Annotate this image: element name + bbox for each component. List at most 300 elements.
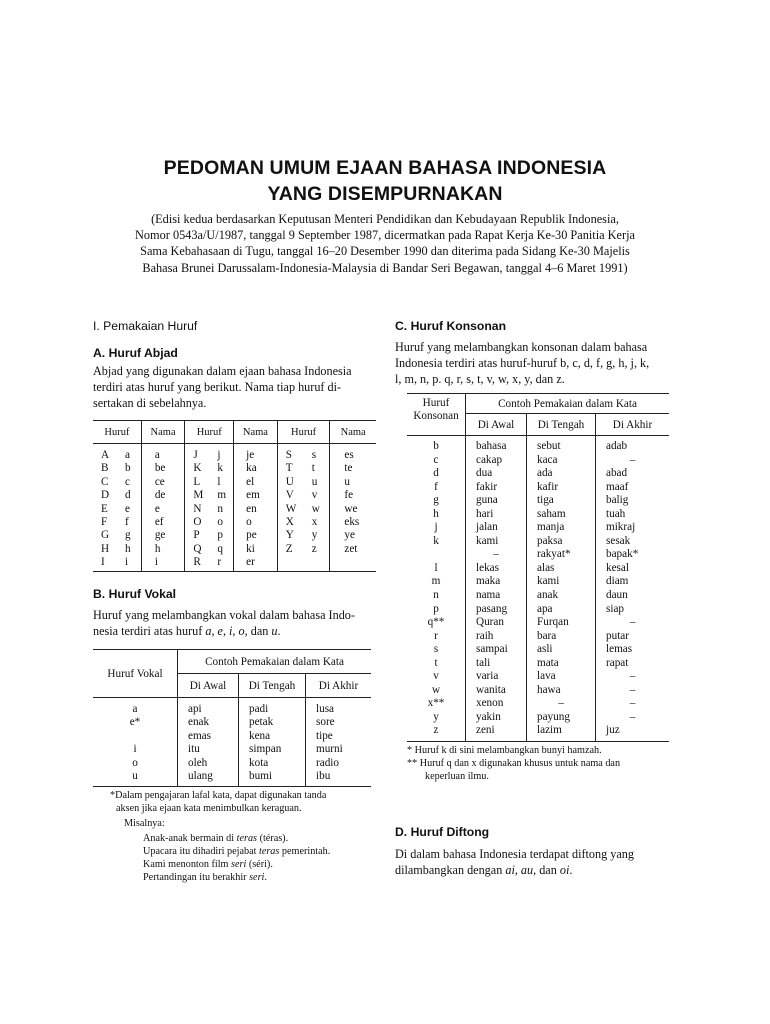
konsonan-cell-awal: lekas xyxy=(466,562,527,576)
abjad-col-nama-1: Nama xyxy=(141,421,185,444)
abjad-upper-cell: B xyxy=(101,462,109,475)
vokal-cell-awal: oleh xyxy=(178,757,239,770)
vokal-col-awal: Di Awal xyxy=(178,674,239,698)
abjad-upper-cell: W xyxy=(285,502,297,515)
vokal-cell-akhir: sore xyxy=(306,716,372,729)
abjad-lower-cell: c xyxy=(125,475,130,488)
abjad-lower-cell: r xyxy=(217,556,222,569)
abjad-lower-cell: m xyxy=(217,489,227,502)
abjad-names-cell: es xyxy=(344,449,354,461)
ex3-pre: Kami menonton film xyxy=(143,859,231,871)
section-heading: I. Pemakaian Huruf xyxy=(93,319,198,333)
abjad-heading xyxy=(93,346,178,360)
abjad-lower-cell: q xyxy=(217,542,223,555)
konsonan-cell-tengah: kaca xyxy=(527,454,596,468)
abjad-upper-2 xyxy=(193,449,207,570)
konsonan-cell-letter: w xyxy=(431,683,441,696)
abjad-lower-cell: l xyxy=(217,475,221,488)
diftong-para-line-2 xyxy=(395,862,685,878)
konsonan-para-line-2: Indonesia terdiri atas huruf-huruf b, c, d, f, g, h, j, k, xyxy=(395,356,650,370)
abjad-upper-cell: I xyxy=(101,556,105,569)
subtitle-line-2: Nomor 0543a/U/1987, tanggal 9 September 1987, dicermatkan pada Rapat Kerja Ke-30 Panitia Kerja xyxy=(135,228,635,243)
table-row xyxy=(407,508,669,522)
abjad-names-cell: u xyxy=(344,475,350,488)
abjad-col-huruf-3: Huruf xyxy=(277,421,330,444)
konsonan-cell-awal: bahasa xyxy=(466,436,527,454)
abjad-table xyxy=(93,420,376,572)
vokal-table xyxy=(93,649,371,787)
table-row xyxy=(407,630,669,644)
konsonan-cell-letter: v xyxy=(433,670,439,683)
subtitle-line-4: Bahasa Brunei Darussalam-Indonesia-Malaysia di Bandar Seri Begawan, tanggal 4–6 Maret 1991) xyxy=(142,260,628,275)
table-row xyxy=(407,535,669,549)
konsonan-body xyxy=(407,436,669,742)
abjad-lower-3 xyxy=(312,449,326,556)
konsonan-cell-tengah: – xyxy=(527,697,596,711)
abjad-upper-cell: K xyxy=(193,462,202,475)
konsonan-cell-akhir: balig xyxy=(596,494,670,508)
konsonan-cell-akhir: – xyxy=(596,697,670,711)
konsonan-cell-letter: c xyxy=(433,453,439,466)
abjad-names-cell: ka xyxy=(246,462,257,475)
title-line-1: PEDOMAN UMUM EJAAN BAHASA INDONESIA xyxy=(163,157,607,179)
vokal-cell-tengah: petak xyxy=(239,716,306,729)
abjad-upper-cell: G xyxy=(101,529,110,542)
table-row xyxy=(407,670,669,684)
diftong-dan: dan xyxy=(536,863,560,877)
abjad-col-nama-2: Nama xyxy=(234,421,278,444)
konsonan-cell-letter: g xyxy=(433,494,439,507)
vokal-note-line-2: aksen jika ejaan kata menimbulkan keraguan. xyxy=(116,803,302,815)
table-row xyxy=(407,481,669,495)
abjad-upper-cell: U xyxy=(285,475,294,488)
konsonan-cell-awal: maka xyxy=(466,575,527,589)
konsonan-cell-tengah: ada xyxy=(527,467,596,481)
abjad-lower-cell: b xyxy=(125,462,131,475)
konsonan-cell-letter: z xyxy=(433,724,439,737)
abjad-lower-cell: z xyxy=(311,542,317,555)
abjad-upper-cell: D xyxy=(101,489,110,502)
vokal-cell-awal: emas xyxy=(178,730,239,743)
konsonan-cell-tengah: payung xyxy=(527,711,596,725)
ex3-post: (séri). xyxy=(246,859,273,871)
konsonan-cell-letter: b xyxy=(433,440,439,452)
vokal-cell-akhir: ibu xyxy=(306,770,372,787)
konsonan-cell-awal: dua xyxy=(466,467,527,481)
vokal-para-line-1: Huruf yang melambangkan vokal dalam bahasa Indo- xyxy=(93,608,355,622)
vokal-col-huruf: Huruf Vokal xyxy=(93,650,178,698)
vokal-cell-awal: itu xyxy=(178,743,239,756)
abjad-names-cell: em xyxy=(246,489,260,502)
abjad-names-cell: ki xyxy=(246,542,255,555)
abjad-names-cell: je xyxy=(246,449,255,461)
konsonan-cell-letter: q** xyxy=(427,616,445,629)
abjad-upper-cell: R xyxy=(193,556,201,569)
konsonan-col-tengah: Di Tengah xyxy=(527,414,596,436)
konsonan-cell-letter: x** xyxy=(427,697,445,710)
konsonan-cell-akhir: maaf xyxy=(596,481,670,495)
vokal-cell-awal: api xyxy=(178,698,239,717)
diftong-para-text: dilambangkan dengan xyxy=(395,863,506,877)
abjad-names-cell: ye xyxy=(344,529,355,542)
abjad-lower-2 xyxy=(217,449,231,570)
konsonan-cell-awal: tali xyxy=(466,657,527,671)
konsonan-cell-awal: raih xyxy=(466,630,527,644)
konsonan-note-line-3: keperluan ilmu. xyxy=(425,771,489,783)
konsonan-cell-letter: y xyxy=(433,710,439,723)
page-subtitle xyxy=(112,211,658,276)
vokal-cell-tengah: padi xyxy=(239,698,306,717)
vokal-para-line-2 xyxy=(93,623,383,639)
abjad-names-cell: fe xyxy=(344,489,354,502)
abjad-lower-cell: e xyxy=(125,502,130,515)
konsonan-cell-awal: guna xyxy=(466,494,527,508)
konsonan-cell-akhir: daun xyxy=(596,589,670,603)
abjad-upper-1 xyxy=(101,449,115,570)
konsonan-cell-akhir: siap xyxy=(596,603,670,617)
table-row xyxy=(407,603,669,617)
konsonan-cell-awal: cakap xyxy=(466,454,527,468)
vokal-example-3 xyxy=(110,858,380,871)
ex4-pre: Pertandingan itu berakhir xyxy=(143,872,250,884)
abjad-para-line-1: Abjad yang digunakan dalam ejaan bahasa Indonesia xyxy=(93,364,352,378)
abjad-col-huruf-2: Huruf xyxy=(185,421,234,444)
konsonan-col-akhir: Di Akhir xyxy=(596,414,670,436)
abjad-lower-cell: d xyxy=(125,489,131,502)
abjad-upper-3 xyxy=(286,449,300,556)
konsonan-cell-awal: hari xyxy=(466,508,527,522)
konsonan-cell-awal: pasang xyxy=(466,603,527,617)
abjad-lower-cell: v xyxy=(311,489,318,502)
abjad-names-cell: de xyxy=(154,489,166,502)
ex2-it: teras xyxy=(258,845,280,857)
konsonan-cell-letter: r xyxy=(434,629,438,642)
table-row xyxy=(93,757,371,770)
konsonan-cell-akhir: diam xyxy=(596,575,670,589)
vokal-cell-letter: e* xyxy=(129,716,141,729)
konsonan-cell-akhir: – xyxy=(596,454,670,468)
table-row xyxy=(93,698,371,717)
konsonan-para-line-1: Huruf yang melambangkan konsonan dalam bahasa xyxy=(395,340,648,354)
konsonan-cell-awal: – xyxy=(466,548,527,562)
konsonan-heading: C. Huruf Konsonan xyxy=(395,319,507,333)
vokal-cell-letter: i xyxy=(133,743,137,756)
konsonan-cell-awal: fakir xyxy=(466,481,527,495)
konsonan-cell-letter: f xyxy=(434,480,438,493)
ex2-post: pemerintah. xyxy=(279,845,331,857)
table-row xyxy=(407,589,669,603)
konsonan-cell-awal: nama xyxy=(466,589,527,603)
konsonan-col-huruf-2: Konsonan xyxy=(413,410,459,422)
konsonan-col-awal: Di Awal xyxy=(466,414,527,436)
konsonan-cell-tengah: mata xyxy=(527,657,596,671)
konsonan-cell-tengah: kami xyxy=(527,575,596,589)
abjad-letters-2 xyxy=(185,444,234,572)
vokal-heading: B. Huruf Vokal xyxy=(93,587,177,601)
vokal-cell-tengah: simpan xyxy=(239,743,306,756)
abjad-upper-cell: H xyxy=(101,542,110,555)
table-row xyxy=(407,494,669,508)
abjad-letters-1 xyxy=(93,444,141,572)
abjad-names-cell: e xyxy=(154,502,160,515)
abjad-lower-cell: h xyxy=(125,542,131,555)
table-row xyxy=(93,716,371,729)
konsonan-cell-akhir: mikraj xyxy=(596,521,670,535)
abjad-lower-cell: i xyxy=(125,556,129,569)
vokal-example-1 xyxy=(110,832,380,845)
abjad-lower-cell: f xyxy=(125,515,129,528)
diftong-paragraph xyxy=(395,846,685,878)
abjad-letters-3 xyxy=(277,444,330,572)
vokal-cell-letter: u xyxy=(132,770,138,783)
table-row xyxy=(93,730,371,743)
ex1-it: teras xyxy=(236,832,258,844)
konsonan-cell-tengah: alas xyxy=(527,562,596,576)
konsonan-cell-akhir: – xyxy=(596,616,670,630)
konsonan-cell-akhir: kesal xyxy=(596,562,670,576)
konsonan-cell-akhir: tuah xyxy=(596,508,670,522)
konsonan-cell-letter: n xyxy=(433,589,439,602)
abjad-upper-cell: E xyxy=(101,502,108,515)
diftong-end: . xyxy=(569,863,573,877)
abjad-upper-cell: F xyxy=(101,515,108,528)
abjad-heading-text: A. Huruf Abjad xyxy=(93,346,178,360)
vokal-col-akhir: Di Akhir xyxy=(306,674,372,698)
abjad-upper-cell: L xyxy=(193,475,201,488)
konsonan-cell-letter: k xyxy=(433,534,439,547)
vokal-cell-tengah: kota xyxy=(239,757,306,770)
abjad-names-cell: ge xyxy=(154,529,166,542)
vokal-para-text: nesia terdiri atas huruf xyxy=(93,624,206,638)
vokal-letter-u: u xyxy=(271,624,278,638)
vokal-example-4 xyxy=(110,871,380,884)
abjad-names-2 xyxy=(234,444,278,572)
konsonan-cell-awal: zeni xyxy=(466,724,527,741)
abjad-lower-cell: p xyxy=(217,529,223,542)
ex4-post: . xyxy=(264,872,267,884)
ex2-pre: Upacara itu dihadiri pejabat xyxy=(143,845,259,857)
vokal-col-group: Contoh Pemakaian dalam Kata xyxy=(178,650,372,674)
konsonan-cell-awal: kami xyxy=(466,535,527,549)
table-row xyxy=(407,657,669,671)
abjad-upper-cell: V xyxy=(285,489,294,502)
konsonan-cell-akhir: putar xyxy=(596,630,670,644)
abjad-upper-cell: J xyxy=(193,449,198,461)
vokal-misal: Misalnya: xyxy=(124,818,165,830)
abjad-names-cell: er xyxy=(246,556,255,569)
table-row xyxy=(407,548,669,562)
konsonan-cell-akhir: – xyxy=(596,684,670,698)
konsonan-cell-tengah: lazim xyxy=(527,724,596,741)
konsonan-table xyxy=(407,393,669,742)
vokal-cell-letter: o xyxy=(132,756,138,769)
ex3-it: seri xyxy=(231,859,247,871)
abjad-upper-cell: C xyxy=(101,475,109,488)
abjad-lower-cell: s xyxy=(311,449,317,461)
konsonan-paragraph xyxy=(395,339,685,387)
vokal-note-line-1: *Dalam pengajaran lafal kata, dapat digunakan tanda xyxy=(110,790,327,801)
table-row xyxy=(407,436,669,454)
abjad-upper-cell: X xyxy=(285,515,294,528)
konsonan-cell-letter: l xyxy=(434,561,438,574)
vokal-col-tengah: Di Tengah xyxy=(239,674,306,698)
table-row xyxy=(93,770,371,787)
abjad-upper-cell: S xyxy=(285,449,292,461)
vokal-cell-awal: enak xyxy=(178,716,239,729)
diftong-para-line-1: Di dalam bahasa Indonesia terdapat diftong yang xyxy=(395,847,634,861)
abjad-names-list-2 xyxy=(246,449,277,570)
konsonan-cell-tengah: rakyat* xyxy=(527,548,596,562)
diftong-heading: D. Huruf Diftong xyxy=(395,825,490,839)
abjad-upper-cell: A xyxy=(101,449,110,461)
abjad-names-cell: a xyxy=(154,449,160,461)
vokal-body xyxy=(93,698,371,787)
vokal-cell-tengah: bumi xyxy=(239,770,306,787)
konsonan-cell-tengah: asli xyxy=(527,643,596,657)
table-row xyxy=(407,467,669,481)
abjad-names-cell: eks xyxy=(344,515,360,528)
diftong-oi: oi xyxy=(559,863,570,877)
abjad-names-cell: te xyxy=(344,462,353,475)
subtitle-line-1: (Edisi kedua berdasarkan Keputusan Menteri Pendidikan dan Kebudayaan Republik Indonesia, xyxy=(151,212,619,226)
abjad-names-cell: be xyxy=(154,462,166,475)
vokal-cell-akhir: radio xyxy=(306,757,372,770)
konsonan-cell-tengah: paksa xyxy=(527,535,596,549)
konsonan-cell-tengah: apa xyxy=(527,603,596,617)
table-row xyxy=(407,521,669,535)
ex1-post: (téras). xyxy=(257,832,289,844)
abjad-upper-cell: M xyxy=(193,489,204,502)
konsonan-cell-akhir: sesak xyxy=(596,535,670,549)
konsonan-cell-akhir: adab xyxy=(596,436,670,454)
abjad-lower-cell: x xyxy=(311,515,318,528)
abjad-names-list-1 xyxy=(155,449,185,570)
vokal-cell-akhir: tipe xyxy=(306,730,372,743)
vokal-cell-tengah: kena xyxy=(239,730,306,743)
abjad-upper-cell: P xyxy=(193,529,200,542)
abjad-lower-1 xyxy=(125,449,139,570)
konsonan-cell-tengah: sebut xyxy=(527,436,596,454)
konsonan-cell-letter: p xyxy=(433,602,439,615)
konsonan-cell-tengah: Furqan xyxy=(527,616,596,630)
konsonan-para-line-3: l, m, n, p. q, r, s, t, v, w, x, y, dan z. xyxy=(395,372,565,386)
diftong-ai-au: ai, au, xyxy=(505,863,537,877)
konsonan-cell-akhir: juz xyxy=(596,724,670,741)
konsonan-cell-tengah: tiga xyxy=(527,494,596,508)
konsonan-cell-letter: j xyxy=(434,521,438,534)
vokal-para-end: . xyxy=(277,624,281,638)
abjad-lower-cell: y xyxy=(311,529,318,542)
konsonan-col-huruf xyxy=(407,394,466,436)
konsonan-cell-akhir: lemas xyxy=(596,643,670,657)
abjad-lower-cell: o xyxy=(217,515,223,528)
abjad-paragraph xyxy=(93,363,378,411)
abjad-para-line-2: terdiri atas huruf yang berikut. Nama tiap huruf di- xyxy=(93,380,342,394)
table-row xyxy=(407,454,669,468)
konsonan-cell-awal: Quran xyxy=(466,616,527,630)
abjad-upper-cell: Q xyxy=(193,542,202,555)
konsonan-col-group: Contoh Pemakaian dalam Kata xyxy=(466,394,670,414)
konsonan-cell-tengah: kafir xyxy=(527,481,596,495)
konsonan-cell-tengah: bara xyxy=(527,630,596,644)
abjad-lower-cell: w xyxy=(311,502,320,515)
abjad-names-cell: ce xyxy=(154,475,165,488)
konsonan-footnote xyxy=(407,744,677,784)
vokal-cell-akhir: murni xyxy=(306,743,372,756)
abjad-names-cell: h xyxy=(154,542,161,555)
konsonan-cell-akhir: bapak* xyxy=(596,548,670,562)
abjad-names-cell: o xyxy=(246,515,252,528)
abjad-names-cell: i xyxy=(154,556,158,569)
abjad-names-3 xyxy=(330,444,376,572)
konsonan-cell-awal: yakin xyxy=(466,711,527,725)
table-row xyxy=(407,562,669,576)
abjad-lower-cell: j xyxy=(217,449,221,461)
vokal-paragraph xyxy=(93,607,383,639)
table-row xyxy=(407,697,669,711)
vokal-cell-letter xyxy=(93,730,178,743)
abjad-lower-cell: a xyxy=(125,449,130,461)
konsonan-cell-tengah: anak xyxy=(527,589,596,603)
abjad-col-huruf-1: Huruf xyxy=(93,421,141,444)
konsonan-cell-tengah: saham xyxy=(527,508,596,522)
konsonan-cell-awal: xenon xyxy=(466,697,527,711)
konsonan-cell-awal: varia xyxy=(466,670,527,684)
konsonan-cell-letter xyxy=(407,548,466,562)
page-title xyxy=(0,155,770,207)
vokal-example-2 xyxy=(110,845,380,858)
abjad-lower-cell: k xyxy=(217,462,223,475)
table-row xyxy=(407,684,669,698)
abjad-names-1 xyxy=(141,444,185,572)
abjad-upper-cell: N xyxy=(193,502,202,515)
konsonan-cell-letter: d xyxy=(433,467,439,480)
table-row xyxy=(407,616,669,630)
abjad-names-list-3 xyxy=(344,449,376,556)
abjad-lower-cell: t xyxy=(311,462,315,475)
vokal-cell-letter: a xyxy=(132,703,138,715)
ex1-pre: Anak-anak bermain di xyxy=(143,832,237,844)
abjad-names-cell: en xyxy=(246,502,257,515)
abjad-lower-cell: g xyxy=(125,529,131,542)
konsonan-cell-awal: jalan xyxy=(466,521,527,535)
konsonan-cell-letter: m xyxy=(431,575,441,588)
abjad-col-nama-3: Nama xyxy=(330,421,376,444)
konsonan-cell-awal: sampai xyxy=(466,643,527,657)
title-line-2: YANG DISEMPURNAKAN xyxy=(267,183,503,205)
konsonan-cell-letter: t xyxy=(434,656,438,669)
konsonan-cell-akhir: rapat xyxy=(596,657,670,671)
vokal-para-dan: dan xyxy=(247,624,272,638)
konsonan-col-huruf-1: Huruf xyxy=(422,397,450,409)
table-row xyxy=(407,724,669,741)
konsonan-cell-akhir: abad xyxy=(596,467,670,481)
abjad-names-cell: we xyxy=(344,502,358,515)
table-row xyxy=(407,575,669,589)
konsonan-cell-tengah: hawa xyxy=(527,684,596,698)
abjad-names-cell: pe xyxy=(246,529,257,542)
konsonan-cell-tengah: manja xyxy=(527,521,596,535)
vokal-cell-awal: ulang xyxy=(178,770,239,787)
ex4-it: seri xyxy=(249,872,265,884)
table-row xyxy=(407,711,669,725)
konsonan-cell-tengah: lava xyxy=(527,670,596,684)
vokal-letters: a, e, i, o, xyxy=(205,624,248,638)
abjad-upper-cell: T xyxy=(285,462,293,475)
konsonan-note-line-1: * Huruf k di sini melambangkan bunyi hamzah. xyxy=(407,745,602,756)
konsonan-cell-letter: h xyxy=(433,507,439,520)
vokal-footnote xyxy=(110,789,380,884)
